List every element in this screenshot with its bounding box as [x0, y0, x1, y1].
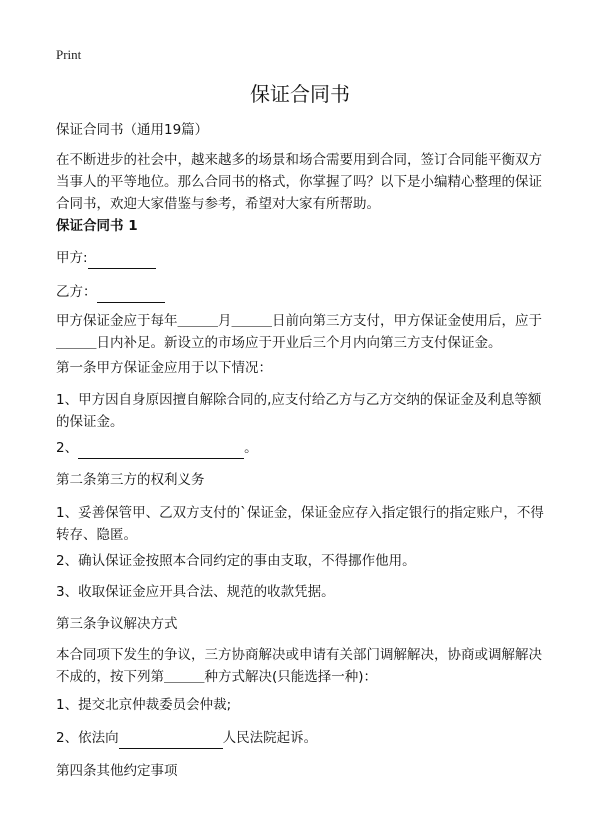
fill-blank	[78, 442, 244, 459]
fill-blank	[119, 732, 223, 749]
list-item-suffix: 人民法院起诉。	[222, 730, 318, 746]
paragraph: 甲方保证金应于每年＿＿＿月＿＿＿日前向第三方支付，甲方保证金使用后，应于＿＿＿日内补足。新设立的市场应于开业后三个月内向第三方支付保证金。	[56, 313, 542, 351]
article-heading: 第三条争议解决方式	[56, 616, 178, 632]
list-item	[56, 437, 552, 459]
section-heading: 保证合同书 1	[56, 218, 138, 234]
party-b-blank	[97, 286, 165, 303]
article-heading: 第一条甲方保证金应用于以下情况：	[56, 360, 272, 376]
list-item-prefix: 2、依法向	[56, 730, 119, 746]
list-item-number: 2、	[56, 440, 79, 456]
document-title: 保证合同书	[250, 82, 350, 106]
list-item-suffix: 。	[244, 440, 258, 456]
party-a-blank	[88, 252, 156, 269]
intro-paragraph: 在不断进步的社会中，越来越多的场景和场合需要用到合同，签订合同能平衡双方当事人的平等地位。那么合同书的格式，你掌握了吗？以下是小编精心整理的保证合同书，欢迎大家借鉴与参考，希望对大家有所帮助。	[56, 152, 542, 212]
article-heading: 第二条第三方的权利义务	[56, 472, 205, 488]
list-item	[56, 727, 552, 749]
party-a-label: 甲方:	[56, 250, 88, 266]
party-b-label: 乙方：	[56, 284, 97, 300]
list-item: 2、确认保证金按照本合同约定的事由支取，不得挪作他用。	[56, 553, 416, 569]
print-link[interactable]: Print	[56, 47, 82, 62]
party-b-line	[56, 281, 552, 303]
document-subtitle: 保证合同书（通用19篇）	[56, 122, 209, 138]
article-heading: 第四条其他约定事项	[56, 763, 178, 779]
list-item: 1、妥善保管甲、乙双方支付的`保证金，保证金应存入指定银行的指定账户，不得转存、隐匿。	[56, 505, 544, 543]
paragraph: 本合同项下发生的争议，三方协商解决或申请有关部门调解解决，协商或调解解决不成的，按下列第＿＿＿种方式解决(只能选择一种)：	[56, 647, 542, 685]
party-a-line	[56, 247, 552, 269]
list-item: 3、收取保证金应开具合法、规范的收款凭据。	[56, 584, 335, 600]
list-item: 1、甲方因自身原因擅自解除合同的,应支付给乙方与乙方交纳的保证金及利息等额的保证金。	[56, 392, 542, 430]
list-item: 1、提交北京仲裁委员会仲裁;	[56, 697, 232, 713]
